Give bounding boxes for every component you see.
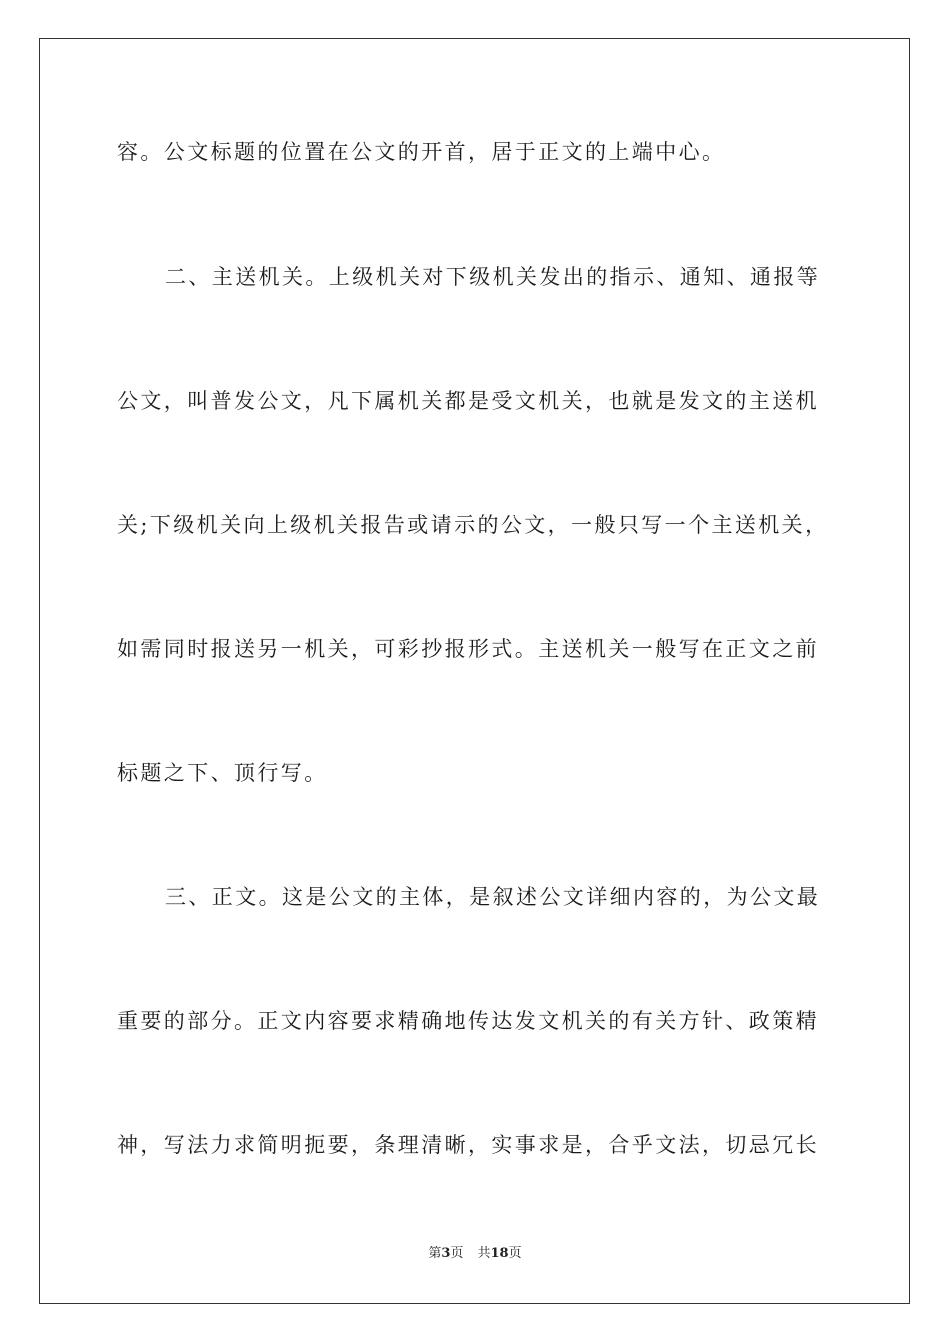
body-line-3: 公文，叫普发公文，凡下属机关都是受文机关，也就是发文的主送机 bbox=[117, 389, 819, 413]
footer-total-pages: 18 bbox=[490, 1246, 509, 1261]
body-line-6: 标题之下、顶行写。 bbox=[117, 761, 328, 785]
footer-page-prefix: 第 bbox=[428, 1246, 442, 1261]
body-line-2: 二、主送机关。上级机关对下级机关发出的指示、通知、通报等 bbox=[165, 265, 821, 289]
body-line-1: 容。公文标题的位置在公文的开首，居于正文的上端中心。 bbox=[117, 140, 726, 164]
footer-total-suffix: 页 bbox=[508, 1246, 522, 1261]
body-line-7: 三、正文。这是公文的主体，是叙述公文详细内容的，为公文最 bbox=[165, 885, 821, 909]
page-footer bbox=[0, 1245, 950, 1263]
body-line-5: 如需同时报送另一机关，可彩抄报形式。主送机关一般写在正文之前 bbox=[117, 637, 819, 661]
body-line-8: 重要的部分。正文内容要求精确地传达发文机关的有关方针、政策精 bbox=[117, 1009, 819, 1033]
footer-page-number: 3 bbox=[441, 1246, 451, 1261]
page-frame bbox=[39, 38, 910, 1304]
footer-total-prefix: 共 bbox=[477, 1246, 491, 1261]
body-line-9: 神，写法力求简明扼要，条理清晰，实事求是，合乎文法，切忌冗长 bbox=[117, 1133, 819, 1157]
footer-page-suffix: 页 bbox=[450, 1246, 464, 1261]
body-line-4: 关;下级机关向上级机关报告或请示的公文，一般只写一个主送机关， bbox=[117, 513, 829, 537]
